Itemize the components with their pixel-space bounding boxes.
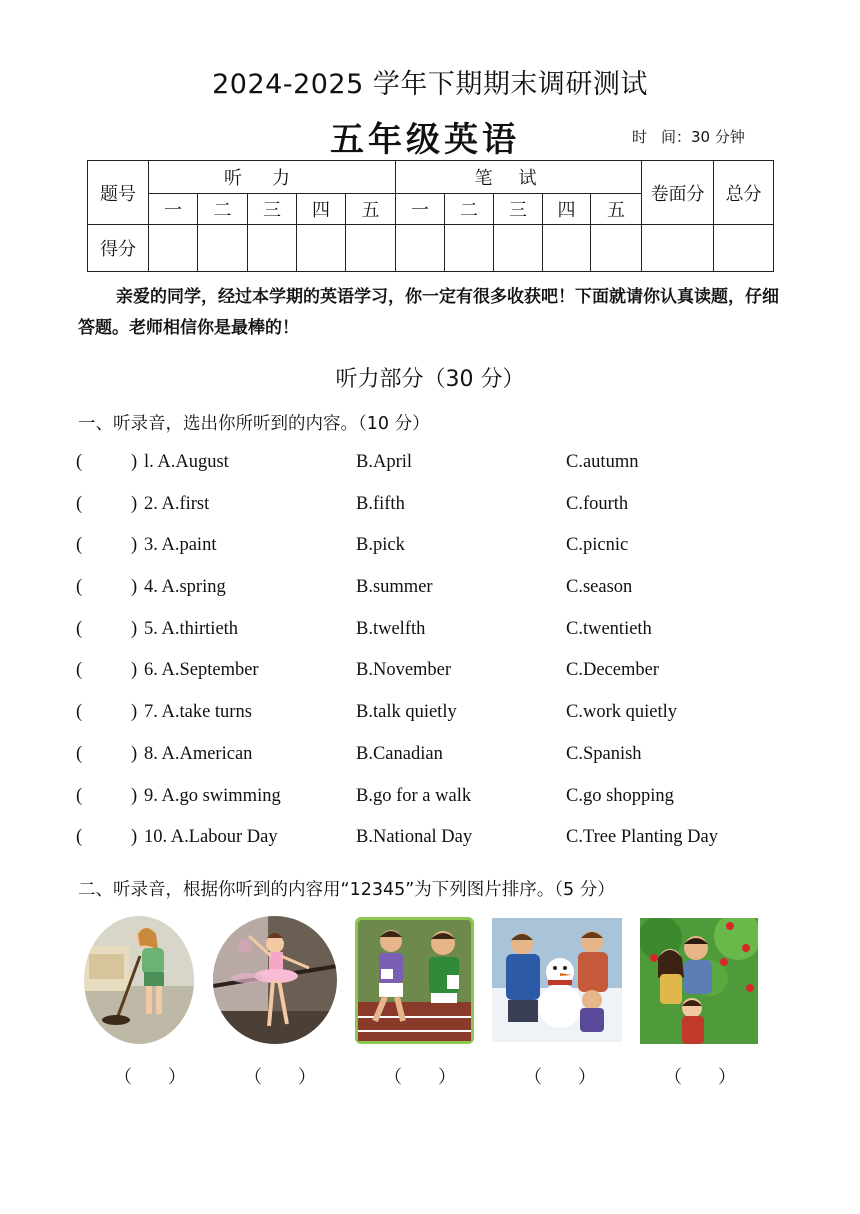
- answer-blank-close: ): [131, 452, 138, 472]
- answer-blank-close: ): [131, 827, 138, 848]
- part2-title: 二、听录音，根据你听到的内容用“12345”为下列图片排序。（5 分）: [78, 880, 615, 900]
- boys-running-race-picture: [355, 917, 474, 1044]
- listening-part-1: 一: [149, 194, 198, 225]
- written-part-1: 一: [396, 194, 445, 225]
- question-row: [76, 736, 796, 778]
- answer-blank-open[interactable]: (: [76, 535, 83, 556]
- score-cell[interactable]: [396, 225, 445, 272]
- option-c: C.twentieth: [566, 618, 652, 639]
- option-c: C.go shopping: [566, 785, 674, 806]
- listening-header: 听力: [149, 161, 396, 194]
- option-c: C.autumn: [566, 452, 639, 472]
- score-cell[interactable]: [494, 225, 543, 272]
- time-label-char: 时: [632, 128, 648, 146]
- listening-part-2: 二: [198, 194, 248, 225]
- question-number-header: 题号: [88, 161, 149, 225]
- answer-blank-open[interactable]: (: [76, 618, 83, 639]
- neatness-header: 卷面分: [642, 161, 714, 225]
- option-b: B.talk quietly: [356, 702, 457, 723]
- family-building-snowman-picture: [492, 918, 622, 1042]
- score-table: [87, 160, 774, 272]
- question-row: [76, 778, 796, 820]
- score-cell[interactable]: [591, 225, 642, 272]
- question-row: [76, 611, 796, 653]
- picture-3-answer-blank[interactable]: （ ）: [384, 1067, 456, 1088]
- option-a: 8. A.American: [144, 743, 253, 764]
- exam-title: 2024-2025 学年下期期末调研测试: [212, 69, 648, 100]
- time-limit: [632, 126, 745, 147]
- question-row: [76, 444, 796, 486]
- option-a: 5. A.thirtieth: [144, 618, 239, 639]
- option-a: 4. A.spring: [144, 577, 226, 598]
- option-c: C.fourth: [566, 493, 629, 514]
- written-part-2: 二: [445, 194, 494, 225]
- answer-blank-close: ): [131, 660, 138, 681]
- listening-part-3: 三: [248, 194, 297, 225]
- score-row-label: 得分: [88, 225, 149, 272]
- answer-blank-open[interactable]: (: [76, 452, 83, 472]
- option-c: C.December: [566, 660, 659, 681]
- answer-blank-close: ): [131, 493, 138, 514]
- question-row: [76, 527, 796, 569]
- score-cell[interactable]: [642, 225, 714, 272]
- option-b: B.twelfth: [356, 618, 426, 639]
- written-part-3: 三: [494, 194, 543, 225]
- option-a: l. A.August: [144, 452, 229, 472]
- answer-blank-close: ): [131, 618, 138, 639]
- answer-blank-open[interactable]: (: [76, 743, 83, 764]
- family-picking-apples-picture: [640, 918, 758, 1044]
- option-a: 10. A.Labour Day: [144, 827, 278, 848]
- option-c: C.Tree Planting Day: [566, 827, 718, 848]
- answer-blank-close: ): [131, 535, 138, 556]
- picture-5-answer-blank[interactable]: （ ）: [664, 1067, 736, 1088]
- exam-subject: 五年级英语: [330, 120, 520, 160]
- time-value: 间：30 分钟: [661, 128, 745, 146]
- score-cell[interactable]: [445, 225, 494, 272]
- option-b: B.November: [356, 660, 452, 681]
- picture-2-answer-blank[interactable]: （ ）: [244, 1067, 316, 1088]
- answer-blank-close: ): [131, 577, 138, 598]
- option-a: 2. A.first: [144, 493, 210, 514]
- option-a: 7. A.take turns: [144, 702, 252, 723]
- answer-blank-open[interactable]: (: [76, 493, 83, 514]
- answer-blank-close: ): [131, 743, 138, 764]
- option-c: C.picnic: [566, 535, 629, 556]
- option-b: B.Canadian: [356, 743, 443, 764]
- written-header: 笔试: [396, 161, 642, 194]
- part2-pictures: [0, 914, 860, 1054]
- written-part-5: 五: [591, 194, 642, 225]
- option-a: 3. A.paint: [144, 535, 217, 556]
- option-b: B.summer: [356, 577, 433, 598]
- score-cell[interactable]: [714, 225, 774, 272]
- answer-blank-open[interactable]: (: [76, 660, 83, 681]
- answer-blank-open[interactable]: (: [76, 827, 83, 848]
- question-row: [76, 569, 796, 611]
- option-b: B.National Day: [356, 827, 473, 848]
- ballet-dancer-picture: [213, 916, 338, 1044]
- option-a: 9. A.go swimming: [144, 785, 281, 806]
- answer-blank-open[interactable]: (: [76, 702, 83, 723]
- question-row: [76, 819, 796, 861]
- question-row: [76, 486, 796, 528]
- option-c: C.Spanish: [566, 743, 642, 764]
- total-header: 总分: [714, 161, 774, 225]
- answer-blank-open[interactable]: (: [76, 577, 83, 598]
- score-cell[interactable]: [297, 225, 346, 272]
- girl-sweeping-floor-picture: [84, 916, 194, 1044]
- option-b: B.April: [356, 452, 413, 472]
- picture-1-answer-blank[interactable]: （ ）: [114, 1067, 186, 1088]
- answer-blank-close: ): [131, 785, 138, 806]
- answer-blank-close: ): [131, 702, 138, 723]
- intro-paragraph: 亲爱的同学，经过本学期的英语学习，你一定有很多收获吧！下面就请你认真读题，仔细答题。老师相信你是最棒的！: [78, 287, 779, 338]
- listening-section-title: 听力部分（30 分）: [335, 367, 525, 392]
- option-b: B.fifth: [356, 493, 405, 514]
- option-b: B.pick: [356, 535, 405, 556]
- question-row: [76, 652, 796, 694]
- score-cell[interactable]: [346, 225, 396, 272]
- question-row: [76, 694, 796, 736]
- score-cell[interactable]: [543, 225, 591, 272]
- part1-title: 一、听录音，选出你所听到的内容。（10 分）: [78, 414, 430, 434]
- listening-part-5: 五: [346, 194, 396, 225]
- written-part-4: 四: [543, 194, 591, 225]
- listening-part-4: 四: [297, 194, 346, 225]
- score-cell[interactable]: [198, 225, 248, 272]
- option-b: B.go for a walk: [356, 785, 472, 806]
- option-c: C.work quietly: [566, 702, 677, 723]
- score-cell[interactable]: [248, 225, 297, 272]
- option-c: C.season: [566, 577, 633, 598]
- option-a: 6. A.September: [144, 660, 259, 681]
- part1-items: [76, 444, 796, 861]
- score-cell[interactable]: [149, 225, 198, 272]
- answer-blank-open[interactable]: (: [76, 785, 83, 806]
- picture-4-answer-blank[interactable]: （ ）: [524, 1067, 596, 1088]
